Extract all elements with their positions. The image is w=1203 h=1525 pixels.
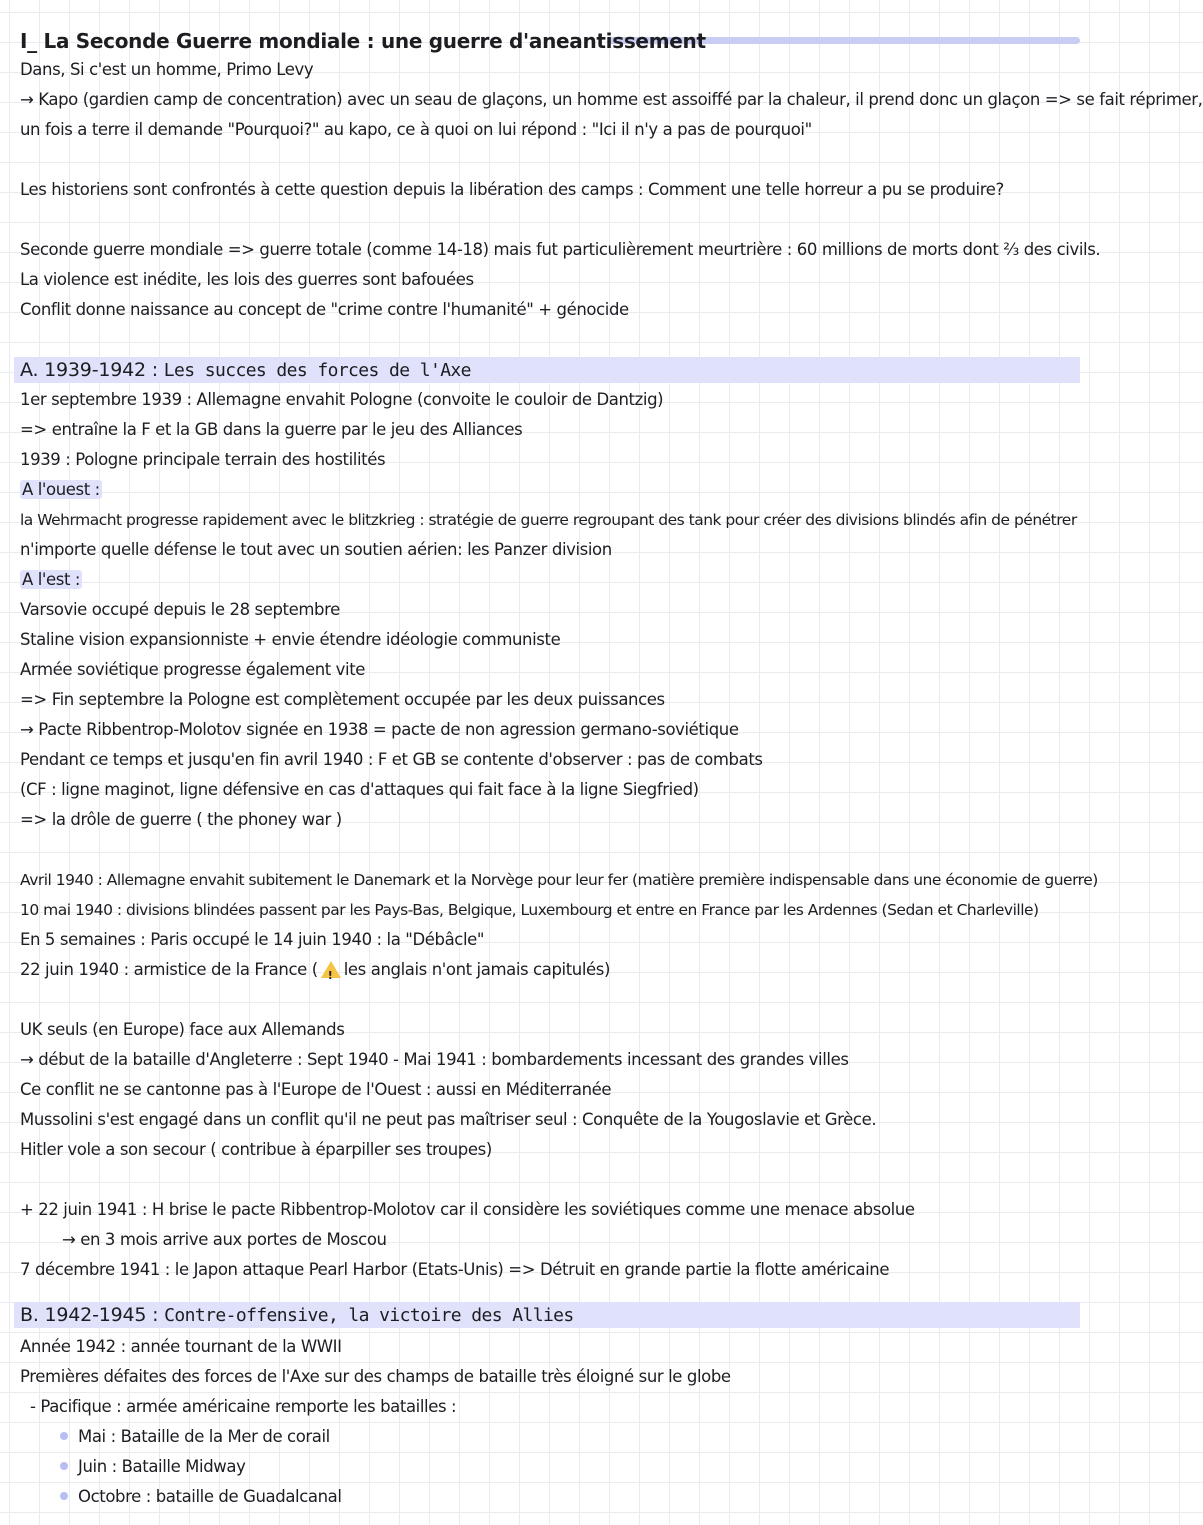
text-line: n'importe quelle défense le tout avec un soutien aérien: les Panzer division xyxy=(20,540,612,559)
text-line: 1er septembre 1939 : Allemagne envahit Pologne (convoite le couloir de Dantzig) xyxy=(20,390,664,409)
list-item: Octobre : bataille de Guadalcanal xyxy=(60,1485,1066,1509)
page-title: I_ La Seconde Guerre mondiale : une guerre d'aneantissement xyxy=(20,29,706,53)
text-line: => entraîne la F et la GB dans la guerre par le jeu des Alliances xyxy=(20,420,523,439)
subheading-west: A l'ouest : xyxy=(22,480,100,499)
text-line: Premières défaites des forces de l'Axe sur des champs de bataille très éloigné sur le globe xyxy=(20,1367,731,1386)
text-line: 1939 : Pologne principale terrain des hostilités xyxy=(20,450,386,469)
text-line: En 5 semaines : Paris occupé le 14 juin 1940 : la "Débâcle" xyxy=(20,930,485,949)
text-line: => la drôle de guerre ( the phoney war ) xyxy=(20,810,342,829)
intro-line: Dans, Si c'est un homme, Primo Levy xyxy=(20,60,314,79)
text-line: => Fin septembre la Pologne est complètement occupée par les deux puissances xyxy=(20,690,665,709)
bullet-icon xyxy=(60,1432,68,1440)
text-line: Varsovie occupé depuis le 28 septembre xyxy=(20,600,340,619)
armistice-line: 22 juin 1940 : armistice de la France (! les anglais n'ont jamais capitulés) xyxy=(20,958,1066,982)
text-line: Staline vision expansionniste + envie étendre idéologie communiste xyxy=(20,630,561,649)
intro-line: La violence est inédite, les lois des guerres sont bafouées xyxy=(20,270,474,289)
text-line: (CF : ligne maginot, ligne défensive en cas d'attaques qui fait face à la ligne Siegfried) xyxy=(20,780,699,799)
bullet-icon xyxy=(60,1462,68,1470)
section-b-heading xyxy=(20,1302,574,1329)
text-line: + 22 juin 1941 : H brise le pacte Ribbentrop-Molotov car il considère les soviétiques comme une menace absolue xyxy=(20,1200,915,1219)
list-item: Mai : Bataille de la Mer de corail xyxy=(60,1425,1066,1449)
text-line: 7 décembre 1941 : le Japon attaque Pearl Harbor (Etats-Unis) => Détruit en grande partie la flotte américaine xyxy=(20,1260,890,1279)
section-b-title: Contre-offensive, la victoire des Allies xyxy=(164,1305,574,1326)
text-line: Mussolini s'est engagé dans un conflit qu'il ne peut pas maîtriser seul : Conquête de la Yougoslavie et Grèce. xyxy=(20,1110,877,1129)
text-line: la Wehrmacht progresse rapidement avec le blitzkrieg : stratégie de guerre regroupant des tank pour créer des divisions blindés afin de pénétrer xyxy=(20,511,1077,529)
text-line: → en 3 mois arrive aux portes de Moscou xyxy=(62,1230,387,1249)
text-line: Avril 1940 : Allemagne envahit subitement le Danemark et la Norvège pour leur fer (matière première indispensable dans une économie de guerre) xyxy=(20,871,1098,889)
section-a-heading xyxy=(20,357,471,384)
text-line: Pendant ce temps et jusqu'en fin avril 1940 : F et GB se contente d'observer : pas de combats xyxy=(20,750,763,769)
bullet-icon xyxy=(60,1492,68,1500)
text-line: → début de la bataille d'Angleterre : Sept 1940 - Mai 1941 : bombardements incessant des grandes villes xyxy=(20,1050,849,1069)
section-b-number: B. 1942-1945 : xyxy=(20,1304,159,1326)
subheading-east: A l'est : xyxy=(22,570,81,589)
intro-line: Les historiens sont confrontés à cette question depuis la libération des camps : Comment une telle horreur a pu se produire? xyxy=(20,180,1004,199)
text-line: - Pacifique : armée américaine remporte les batailles : xyxy=(30,1397,457,1416)
text-line: Ce conflit ne se cantonne pas à l'Europe de l'Ouest : aussi en Méditerranée xyxy=(20,1080,612,1099)
text-line: → Pacte Ribbentrop-Molotov signée en 1938 = pacte de non agression germano-soviétique xyxy=(20,720,739,739)
intro-line: → Kapo (gardien camp de concentration) avec un seau de glaçons, un homme est assoiffé par la chaleur, il prend donc un glaçon => se fait réprimer, xyxy=(20,90,1203,109)
intro-line: Seconde guerre mondiale => guerre totale (comme 14-18) mais fut particulièrement meurtrière : 60 millions de morts dont ⅔ des civils. xyxy=(20,240,1101,259)
intro-line: Conflit donne naissance au concept de "crime contre l'humanité" + génocide xyxy=(20,300,629,319)
text-line: Année 1942 : année tournant de la WWII xyxy=(20,1337,342,1356)
intro-line: un fois a terre il demande "Pourquoi?" au kapo, ce à quoi on lui répond : "Ici il n'y a pas de pourquoi" xyxy=(20,120,812,139)
text-line: UK seuls (en Europe) face aux Allemands xyxy=(20,1020,345,1039)
list-item: Juin : Bataille Midway xyxy=(60,1455,1066,1479)
warning-icon xyxy=(321,961,341,978)
section-a-title: Les succes des forces de l'Axe xyxy=(163,360,471,381)
text-line: 10 mai 1940 : divisions blindées passent par les Pays-Bas, Belgique, Luxembourg et entre en France par les Ardennes (Sedan et Charleville) xyxy=(20,901,1039,919)
text-line: Armée soviétique progresse également vite xyxy=(20,660,366,679)
section-a-number: A. 1939-1942 : xyxy=(20,359,158,381)
text-line: Hitler vole a son secour ( contribue à éparpiller ses troupes) xyxy=(20,1140,492,1159)
